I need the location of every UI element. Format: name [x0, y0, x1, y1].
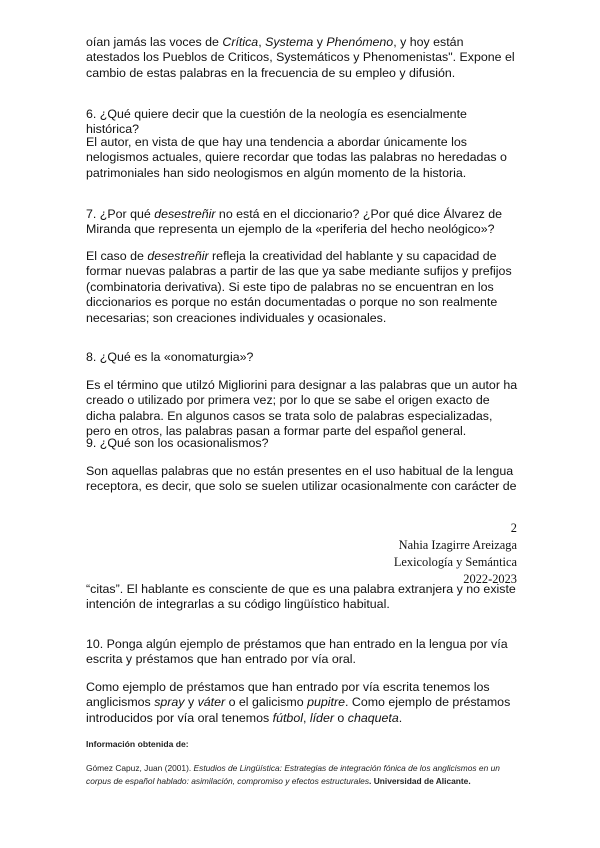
question-text: 9. ¿Qué son los ocasionalismos? — [86, 436, 269, 450]
text: , y hoy están atestados los Pueblos de Criticos, Systemáticos y Phenomenistas". Expone el cambio de estas palabras en la frecuencia de su empleo y difusión. — [86, 35, 515, 80]
answer-9-part1 — [86, 464, 518, 495]
text: . — [398, 710, 403, 725]
question-9 — [86, 436, 518, 451]
course-name: Lexicología y Semántica — [393, 555, 517, 569]
question-text: 6. ¿Qué quiere decir que la cuestión de la neología es esencialmente histórica? — [86, 107, 467, 137]
question-text: 8. ¿Qué es la «onomaturgia»? — [86, 350, 254, 364]
italic-term: Systema — [265, 35, 314, 49]
italic-term: líder — [309, 710, 334, 725]
text: refleja la creatividad del hablante y su capacidad de formar nuevas palabras a partir de las que ya sabe mediante sufijos y prefijos (combinatoria derivativa). Si este tipo de palabras no se encuentran en los diccionarios es porque no están documentadas o porque no son realmente necesarias; son creaciones individuales y ocasionales. — [86, 249, 512, 325]
italic-term: pupitre — [307, 695, 345, 710]
question-text: 10. Ponga algún ejemplo de préstamos que han entrado en la lengua por vía escrita y préstamos que han entrado por vía oral. — [86, 637, 508, 667]
text: , — [258, 35, 266, 49]
italic-term: desestreñir — [154, 207, 216, 221]
answer-9-part2 — [86, 582, 518, 613]
italic-term: váter — [197, 695, 226, 710]
text: Como ejemplo de préstamos que han entrado por vía escrita tenemos los anglicismos — [86, 680, 490, 710]
page-number: 2 — [510, 521, 517, 535]
text: no está en el diccionario? ¿Por qué dice Álvarez de Miranda que representa un ejemplo de la «periferia del hecho neológico»? — [86, 207, 503, 237]
answer-text: Son aquellas palabras que no están presentes en el uso habitual de la lengua receptora, es decir, que solo se suelen utilizar ocasionalmente con carácter de — [86, 464, 517, 494]
academic-year: 2022-2023 — [463, 572, 517, 586]
question-6 — [86, 107, 518, 138]
text: o — [333, 710, 348, 725]
italic-term: Phenómeno — [326, 35, 394, 49]
answer-8 — [86, 378, 518, 440]
text: oían jamás las voces de — [86, 35, 223, 49]
sources-heading — [86, 738, 518, 751]
reference-entry — [86, 762, 518, 788]
question-7 — [86, 207, 518, 238]
text: . Como ejemplo de préstamos introducidos por vía oral tenemos — [86, 695, 511, 725]
text: , — [302, 710, 310, 725]
italic-term: spray — [154, 695, 185, 710]
italic-term: Crítica — [222, 35, 259, 49]
italic-term: fútbol — [272, 710, 303, 725]
text: 7. ¿Por qué — [86, 207, 155, 221]
reference-author: Gómez Capuz, Juan (2001). — [86, 763, 194, 773]
text: o el galicismo — [225, 695, 308, 710]
reference-title: Estudios de Lingüística: Estrategias de integración fónica de los anglicismos en un corpus de español hablado: asimilación, compromiso y efectos estructurales — [86, 763, 500, 786]
intro-paragraph — [86, 35, 518, 81]
question-8 — [86, 350, 518, 365]
question-10 — [86, 637, 518, 668]
text: y — [313, 35, 327, 49]
italic-term: chaqueta — [347, 710, 399, 725]
answer-text: Es el término que utilzó Migliorini para designar a las palabras que un autor ha creado o utilizado por primera vez; por lo que se sabe el origen exacto de dicha palabra. En algunos casos se trata solo de palabras especializadas, pero en otros, las palabras pasan a formar parte del español general. — [86, 378, 518, 439]
text: El caso de — [86, 249, 148, 263]
answer-text: El autor, en vista de que hay una tendencia a abordar únicamente los nelogismos actuales, quiere recordar que todas las palabras no heredadas o patrimoniales han sido neologismos en algún momento de la historia. — [86, 135, 507, 180]
reference-publisher: . Universidad de Alicante. — [369, 776, 471, 786]
author-name: Nahia Izagirre Areizaga — [398, 538, 517, 552]
answer-7 — [86, 249, 518, 326]
sources-heading-text: Información obtenida de: — [86, 739, 189, 749]
answer-10 — [86, 680, 518, 726]
text: y — [184, 695, 198, 710]
italic-term: desestreñir — [147, 249, 209, 263]
answer-6 — [86, 135, 518, 181]
answer-text: “citas”. El hablante es consciente de que es una palabra extranjera y no existe intención de integrarlas a su código lingüístico habitual. — [86, 582, 516, 612]
page-footer — [394, 520, 517, 588]
